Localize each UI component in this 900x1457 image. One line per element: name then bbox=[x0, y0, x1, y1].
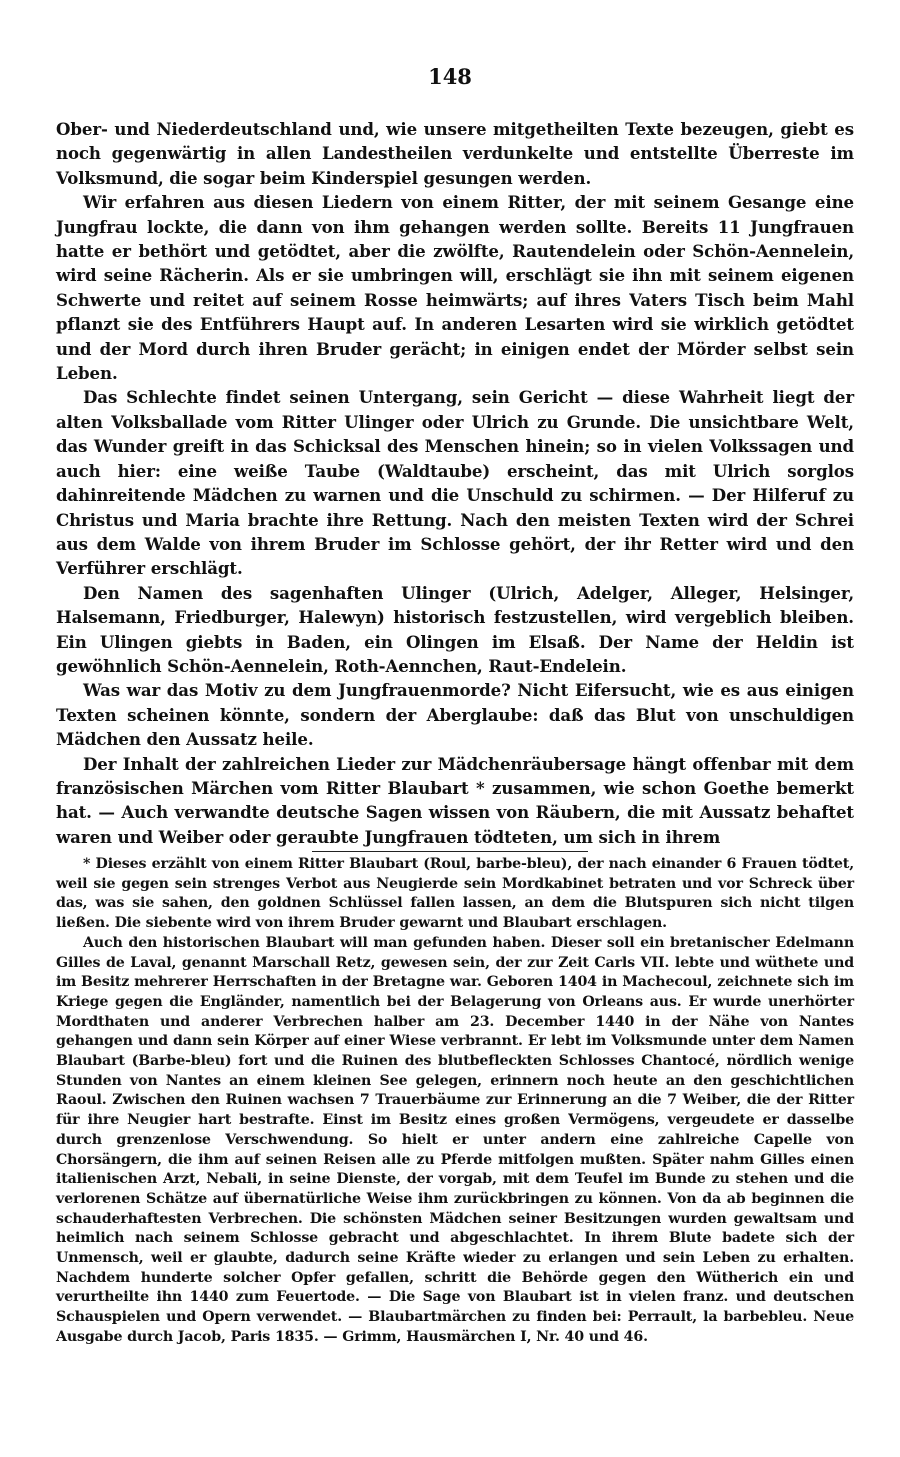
footnote bbox=[56, 855, 854, 1348]
paragraph-volksballade: Das Schlechte findet seinen Untergang, sein Gericht — diese Wahrheit liegt der alten Volksballade vom Ritter Ulinger oder Ulrich zu Grunde. Die unsichtbare Welt, das Wunder greift in das Schicksal des Menschen hinein; so in vielen Volkssagen und auch hier: eine weiße Taube (Waldtaube) erscheint, das mit Ulrich sorglos dahinreitende Mädchen zu warnen und die Unschuld zu schirmen. — Der Hilferuf zu Christus und Maria brachte ihre Rettung. Nach den meisten Texten wird der Schrei aus dem Walde von ihrem Bruder im Schlosse gehört, der ihr Retter wird und den Verführer erschlägt. bbox=[56, 387, 854, 579]
paragraph-name-ulinger: Den Namen des sagenhaften Ulinger (Ulrich, Adelger, Alleger, Helsinger, Halsemann, Friedburger, Halewyn) historisch festzustellen, wird vergeblich bleiben. Ein Ulingen giebts in Baden, ein Olingen im Elsaß. Der Name der Heldin ist gewöhnlich Schön-Aennelein, Roth-Aennchen, Raut-Endelein. bbox=[56, 582, 854, 676]
footnote-divider bbox=[312, 851, 588, 852]
paragraph-continuation: Ober- und Niederdeutschland und, wie unsere mitgetheilten Texte bezeugen, giebt es noch gegenwärtig in allen Landestheilen verdunkelte und entstellte Überreste im Volksmund, die sogar beim Kinderspiel gesungen werden. bbox=[56, 119, 854, 188]
paragraph-blaubart: Der Inhalt der zahlreichen Lieder zur Mädchenräubersage hängt offenbar mit dem französischen Märchen vom Ritter Blaubart * zusammen, wie schon Goethe bemerkt hat. — Auch verwandte deutsche Sagen wissen von Räubern, die mit Aussatz behaftet waren und Weiber oder geraubte Jungfrauen tödteten, um sich in ihrem bbox=[56, 753, 854, 847]
footnote-paragraph-historical-blaubart: Auch den historischen Blaubart will man gefunden haben. Dieser soll ein bretanischer Edelmann Gilles de Laval, genannt Marschall Retz, gewesen sein, der zur Zeit Carls VII. lebte und wüthete und im Besitz mehrerer Herrschaften in der Bretagne war. Geboren 1404 in Machecoul, zeichnete sich im Kriege gegen die Engländer, namentlich bei der Belagerung von Orleans aus. Er wurde unerhörter Mordthaten und anderer Verbrechen halber am 23. December 1440 in der Nähe von Nantes gehangen und dann sein Körper auf einer Wiese verbrannt. Er lebt im Volksmunde unter dem Namen Blaubart (Barbe-bleu) fort und die Ruinen des blutbefleckten Schlosses Chantocé, nördlich wenige Stunden von Nantes an einem kleinen See gelegen, erinnern noch heute an den geschichtlichen Raoul. Zwischen den Ruinen wachsen 7 Trauerbäume zur Erinnerung an die 7 Weiber, die der Ritter für ihre Neugier hart bestrafte. Einst im Besitz eines großen Vermögens, vergeudete er dasselbe durch grenzenlose Verschwendung. So hielt er unter andern eine zahlreiche Capelle von Chorsängern, die ihm auf seinen Reisen alle zu Pferde mitfolgen mußten. Später nahm Gilles einen italienischen Arzt, Nebali, in seine Dienste, der vorgab, mit dem Teufel im Bunde zu stehen und die verlorenen Schätze auf übernatürliche Weise ihm zurückbringen zu können. Von da ab beginnen die schauderhaftesten Verbrechen. Die schönsten Mädchen seiner Besitzungen wurden gewaltsam und heimlich nach seinem Schlosse gebracht und abgeschlachtet. In ihrem Blute badete sich der Unmensch, weil er glaubte, dadurch seine Kräfte wieder zu erlangen und sein Leben zu erhalten. Nachdem hunderte solcher Opfer gefallen, schritt die Behörde gegen den Wütherich ein und verurtheilte ihn 1440 zum Feuertode. — Die Sage von Blaubart ist in vielen franz. und deutschen Schauspielen und Opern verwendet. — Blaubartmärchen zu finden bei: Perrault, la barbebleu. Neue Ausgabe durch Jacob, Paris 1835. — Grimm, Hausmärchen I, Nr. 40 und 46. bbox=[56, 934, 854, 1345]
page-number: 148 bbox=[428, 64, 472, 89]
paragraph-ritter-legend: Wir erfahren aus diesen Liedern von einem Ritter, der mit seinem Gesange eine Jungfrau lockte, die dann von ihm gehangen werden sollte. Bereits 11 Jungfrauen hatte er bethört und getödtet, aber die zwölfte, Rautendelein oder Schön-Aennelein, wird seine Rächerin. Als er sie umbringen will, erschlägt sie ihn mit seinem eigenen Schwerte und reitet auf seinem Rosse heimwärts; auf ihres Vaters Tisch beim Mahl pflanzt sie des Entführers Haupt auf. In anderen Lesarten wird sie wirklich getödtet und der Mord durch ihren Bruder gerächt; in einigen endet der Mörder selbst sein Leben. bbox=[56, 192, 854, 384]
main-text bbox=[56, 117, 854, 849]
paragraph-motiv: Was war das Motiv zu dem Jungfrauenmorde? Nicht Eifersucht, wie es aus einigen Texten scheinen könnte, sondern der Aberglaube: daß das Blut von unschuldigen Mädchen den Aussatz heile. bbox=[56, 680, 854, 750]
footnote-paragraph-blaubart-tale: * Dieses erzählt von einem Ritter Blaubart (Roul, barbe-bleu), der nach einander 6 Frauen tödtet, weil sie gegen sein strenges Verbot aus Neugierde sein Mordkabinet betraten und vor Schreck über das, was sie sahen, den goldnen Schlüssel fallen lassen, an dem die Blutspuren sich nicht tilgen ließen. Die siebente wird von ihrem Bruder gewarnt und Blaubart erschlagen. bbox=[56, 856, 854, 932]
